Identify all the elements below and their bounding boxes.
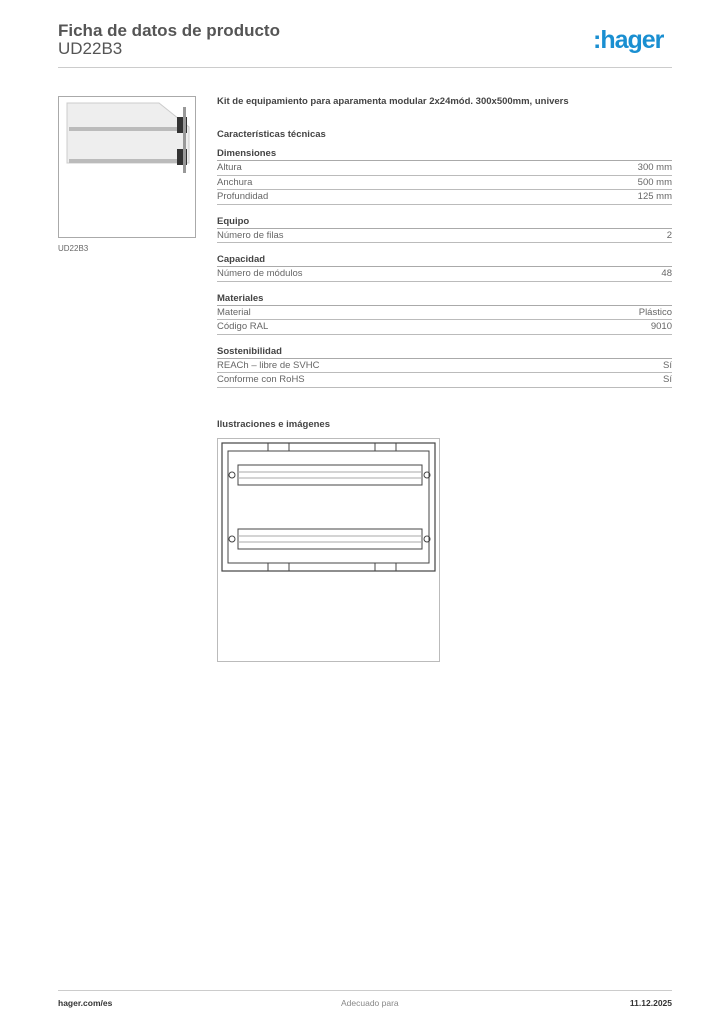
spec-label: Código RAL xyxy=(217,321,269,332)
spec-row xyxy=(217,190,672,205)
spec-value: 2 xyxy=(666,229,672,241)
footer-divider xyxy=(58,990,672,991)
spec-value: 9010 xyxy=(650,321,672,332)
spec-label: Profundidad xyxy=(217,191,269,202)
illustrations-title: Ilustraciones e imágenes xyxy=(217,419,330,430)
spec-row xyxy=(217,359,672,374)
spec-row xyxy=(217,176,672,191)
spec-value: Sí xyxy=(663,359,672,371)
spec-label: Material xyxy=(217,306,251,318)
section-title: Dimensiones xyxy=(217,148,672,161)
product-code: UD22B3 xyxy=(58,39,123,58)
spec-label: REACh – libre de SVHC xyxy=(217,359,320,371)
footer-website[interactable]: hager.com/es xyxy=(58,998,113,1008)
spec-row xyxy=(217,306,672,321)
product-photo xyxy=(58,96,196,238)
spec-label: Número de filas xyxy=(217,229,284,241)
spec-section xyxy=(217,216,672,244)
photo-caption: UD22B3 xyxy=(58,244,89,253)
footer-middle: Adecuado para xyxy=(341,998,399,1008)
spec-section xyxy=(217,346,672,388)
spec-value: 500 mm xyxy=(637,176,672,188)
technical-drawing xyxy=(217,438,440,662)
spec-row xyxy=(217,267,672,282)
section-title: Sostenibilidad xyxy=(217,346,672,359)
section-title: Equipo xyxy=(217,216,672,229)
tech-characteristics-title: Características técnicas xyxy=(217,129,326,140)
spec-label: Conforme con RoHS xyxy=(217,374,305,385)
spec-section xyxy=(217,293,672,335)
spec-row xyxy=(217,161,672,176)
section-title: Materiales xyxy=(217,293,672,306)
page-title: Ficha de datos de producto xyxy=(58,21,280,40)
spec-label: Anchura xyxy=(217,176,253,188)
spec-row xyxy=(217,373,672,388)
spec-value: 48 xyxy=(661,268,672,279)
header-divider xyxy=(58,67,672,68)
section-title: Capacidad xyxy=(217,254,672,267)
spec-section xyxy=(217,148,672,205)
hager-logo: :hager xyxy=(593,26,664,54)
spec-value: 125 mm xyxy=(637,191,672,202)
footer-date: 11.12.2025 xyxy=(629,998,672,1008)
spec-value: Plástico xyxy=(638,306,672,318)
spec-area xyxy=(217,96,672,388)
product-description: Kit de equipamiento para aparamenta modular 2x24mód. 300x500mm, univers xyxy=(217,96,569,107)
spec-label: Altura xyxy=(217,162,242,173)
spec-row xyxy=(217,320,672,335)
spec-label: Número de módulos xyxy=(217,268,303,279)
spec-value: Sí xyxy=(663,374,672,385)
spec-value: 300 mm xyxy=(637,162,672,173)
spec-section xyxy=(217,254,672,282)
spec-row xyxy=(217,229,672,244)
